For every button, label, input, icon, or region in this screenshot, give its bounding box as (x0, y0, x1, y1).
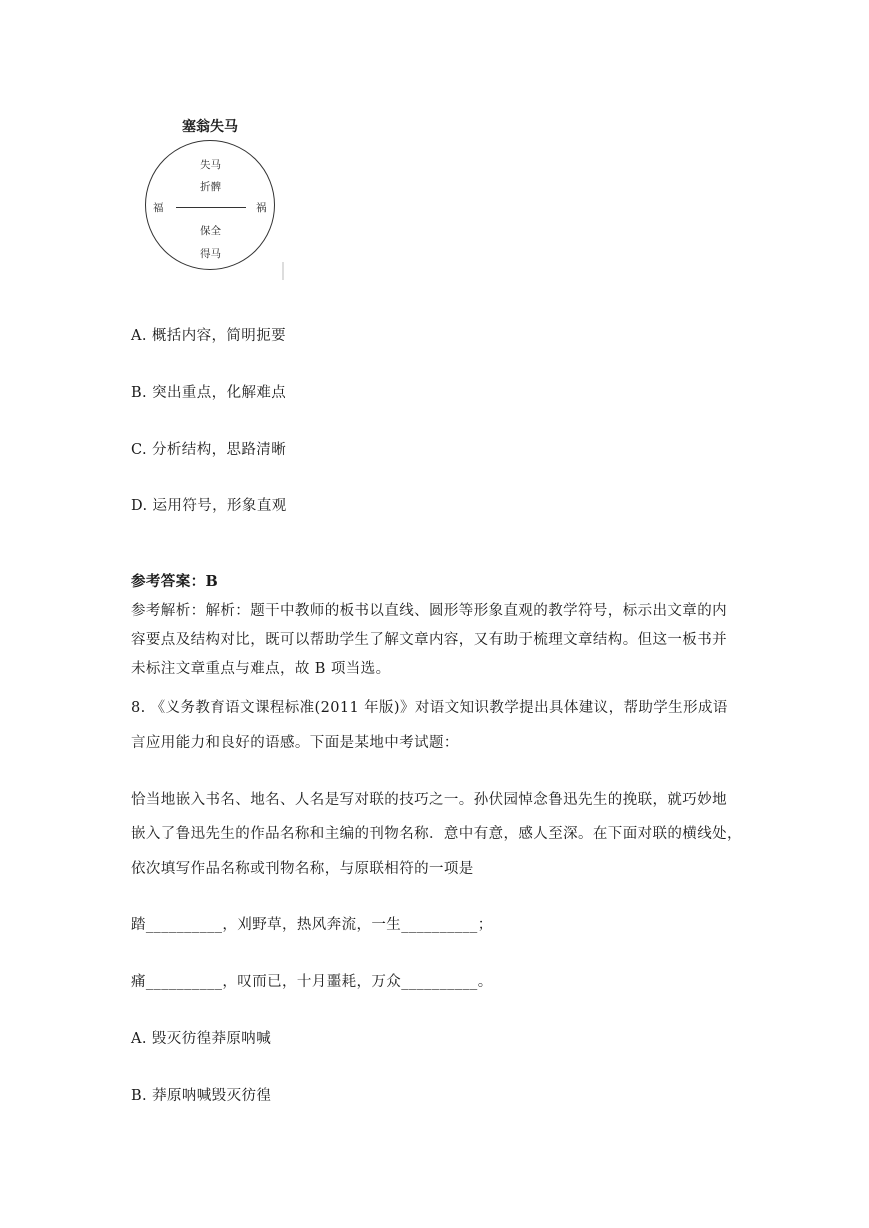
diagram-top-line2: 折髀 (200, 181, 221, 193)
q7-option-b: B. 突出重点，化解难点 (131, 385, 287, 401)
explanation-line: 未标注文章重点与难点，故 B 项当选。 (131, 661, 391, 677)
q7-option-a: A. 概括内容，简明扼要 (131, 328, 286, 344)
q8-passage-line: 嵌入了鲁迅先生的作品名称和主编的刊物名称．意中有意，感人至深。在下面对联的横线处， (131, 826, 742, 842)
diagram-bottom-line1: 保全 (200, 225, 221, 237)
q8-option-a: A. 毁灭彷徨莽原呐喊 (131, 1031, 272, 1047)
diagram-divider-line (176, 207, 246, 208)
q8-couplet-line: 痛__________，叹而已，十月噩耗，万众__________。 (131, 974, 493, 990)
diagram-right-label: 祸 (256, 202, 267, 214)
explanation-line: 容要点及结构对比，既可以帮助学生了解文章内容，又有助于梳理文章结构。但这一板书并 (131, 632, 727, 648)
q8-passage-line: 恰当地嵌入书名、地名、人名是写对联的技巧之一。孙伏园悼念鲁迅先生的挽联，就巧妙地 (131, 792, 727, 808)
q8-passage-line: 依次填写作品名称或刊物名称，与原联相符的一项是 (131, 861, 474, 877)
diagram-scan-edge (282, 262, 284, 280)
explanation-line: 参考解析：解析：题干中教师的板书以直线、圆形等形象直观的教学符号，标示出文章的内 (131, 603, 727, 619)
q8-option-b: B. 莽原呐喊毁灭彷徨 (131, 1088, 272, 1104)
diagram-bottom-line2: 得马 (200, 248, 221, 260)
answer-label: 参考答案：B (131, 573, 219, 590)
q7-option-c: C. 分析结构，思路清晰 (131, 442, 287, 458)
q8-stem-line: 言应用能力和良好的语感。下面是某地中考试题： (131, 735, 459, 751)
q8-stem-line: 8. 《义务教育语文课程标准(2011 年版)》对语文知识教学提出具体建议，帮助学生形成语 (131, 700, 728, 716)
q8-couplet-line: 踏__________，刈野草，热风奔流，一生__________； (131, 917, 493, 933)
diagram-left-label: 福 (153, 202, 164, 214)
diagram-top-line1: 失马 (200, 159, 221, 171)
q7-option-d: D. 运用符号，形象直观 (131, 498, 287, 514)
diagram-title: 塞翁失马 (182, 119, 238, 135)
saiweng-diagram (140, 112, 290, 287)
